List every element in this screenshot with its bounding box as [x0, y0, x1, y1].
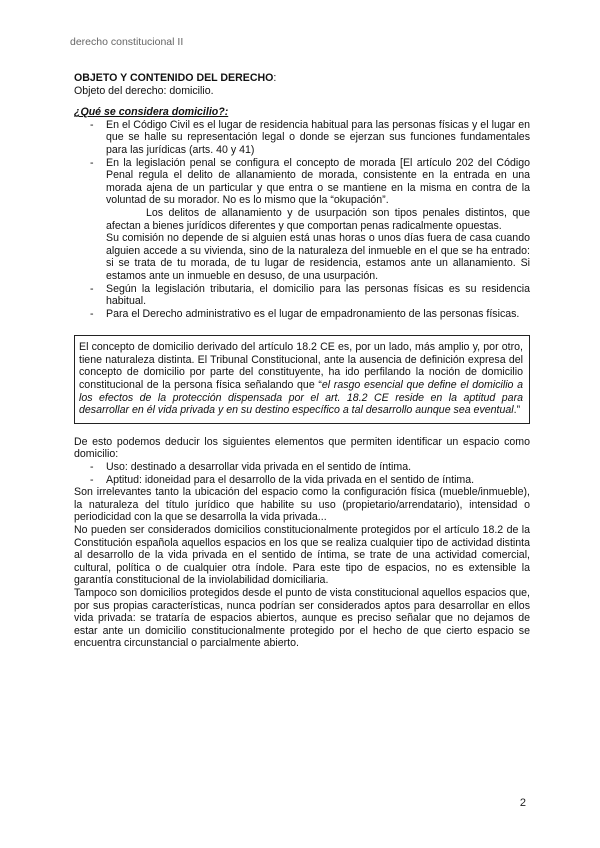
domicile-definitions-list-more: [74, 283, 530, 321]
list-item-text: En el Código Civil es el lugar de residencia habitual para las personas físicas y el lugar en que se halle su representación legal o donde se ejerzan sus funciones fundamentales para las jurídicas (arts. 40 y 41): [106, 118, 530, 156]
box-text: El concepto de domicilio derivado del artículo 18.2 CE es, por un lado, más amplio y, por otro, tiene naturaleza distinta. El Tribunal Constitucional, ante la ausencia de definición expresa del concepto de domicilio por parte del constituyente, ha ido perfilando la noción de domicilio constitucional de la persona física señalando que “: [79, 341, 523, 392]
list-item: - Para el Derecho administrativo es el lugar de empadronamiento de las personas físicas.: [90, 307, 520, 320]
body-paragraph: Son irrelevantes tanto la ubicación del espacio como la configuración física (mueble/inmueble), la naturaleza del título jurídico que habilite su uso (propietario/arrendatario), intensidad o periodicidad con la que se desarrolla la vida privada...: [74, 486, 530, 524]
list-item: - En la legislación penal se configura el concepto de morada [El artículo 202 del Código Penal regula el delito de allanamiento de morada, consistente en la entrada en una morada ajena de un particular y que entra o se mantiene en la misma en contra de la voluntad de su morador. No es lo mismo que la “okupación”.: [90, 156, 530, 207]
elements-list: [74, 461, 530, 486]
section-subtitle: Objeto del derecho: domicilio.: [74, 84, 214, 97]
section-title-text: OBJETO Y CONTENIDO DEL DERECHO: [74, 72, 274, 84]
list-item-text: Uso: destinado a desarrollar vida privada en el sentido de íntima.: [106, 461, 412, 474]
continuation-paragraph: Los delitos de allanamiento y de usurpación son tipos penales distintos, que afectan a bienes jurídicos diferentes y que comportan penas radicalmente opuestas.: [106, 206, 530, 232]
box-closing: .”: [513, 404, 521, 417]
question-heading-text: ¿Qué se considera domicilio?:: [74, 106, 229, 119]
list-item: - Según la legislación tributaria, el domicilio para las personas físicas es su residencia habitual.: [90, 282, 530, 308]
list-item-text: Aptitud: idoneidad para el desarrollo de la vida privada en el sentido de íntima.: [106, 473, 475, 486]
domicile-definitions-list: [74, 119, 530, 207]
constitutional-concept-box: [74, 335, 530, 424]
page-content: [74, 72, 530, 650]
section-title-suffix: :: [273, 72, 277, 84]
penal-continuation: [74, 207, 530, 283]
page-number: 2: [519, 797, 526, 809]
running-header: derecho constitucional II: [70, 36, 184, 48]
question-heading: [74, 106, 530, 119]
list-item: - Aptitud: idoneidad para el desarrollo de la vida privada en el sentido de íntima.: [90, 473, 475, 486]
section-title: [74, 72, 530, 85]
body-paragraph: No pueden ser considerados domicilios constitucionalmente protegidos por el artículo 18.2 de la Constitución española aquellos espacios en los que se realiza cualquier tipo de actividad distinta al desarrollo de la vida privada en el sentido de íntima, se trate de una actividad comercial, cultural, política o de cualquier otra índole. Para este tipo de espacios, no es extensible la garantía constitucional de la inviolabilidad domiciliaria.: [74, 524, 530, 587]
list-item-text: En la legislación penal se configura el concepto de morada [El artículo 202 del Código Penal regula el delito de allanamiento de morada, consistente en la entrada en una morada ajena de un particular y que entra o se mantiene en la misma en contra de la voluntad de su morador. No es lo mismo que la “okupación”.: [106, 156, 530, 207]
box-quote: el rasgo esencial que define el domicilio a los efectos de la protección dispensada por el art. 18.2 CE reside en la aptitud para desarrollar en él vida privada y en su destino específico a tal desarrollo aunque sea eventual: [79, 379, 523, 417]
continuation-paragraph: Su comisión no depende de si alguien está unas horas o unos días fuera de casa cuando alguien accede a su vivienda, sino de la naturaleza del inmueble en el que se ha entrado: si se trata de tu morada, de tu lugar de residencia, estamos ante un allanamiento. Si estamos ante un inmueble en desuso, de una usurpación.: [106, 232, 530, 282]
list-item-text: Para el Derecho administrativo es el lugar de empadronamiento de las personas físicas.: [106, 307, 520, 320]
list-item-text: Según la legislación tributaria, el domicilio para las personas físicas es su residencia habitual.: [106, 282, 530, 308]
list-item: - Uso: destinado a desarrollar vida privada en el sentido de íntima.: [90, 461, 412, 474]
body-paragraph: Tampoco son domicilios protegidos desde el punto de vista constitucional aquellos espacios que, por sus propias características, nunca podrían ser considerados aptos para desarrollar en ellos vida privada: se trataría de espacios abiertos, aunque es preciso señalar que no dejamos de estar ante un domicilio constitucionalmente protegido por el hecho de que cierto espacio se encuentra circunstancial o parcialmente abierto.: [74, 586, 530, 650]
list-item: - En el Código Civil es el lugar de residencia habitual para las personas físicas y el lugar en que se halle su representación legal o donde se ejerzan sus funciones fundamentales para las jurídicas (arts. 40 y 41): [90, 118, 530, 156]
elements-intro: De esto podemos deducir los siguientes elementos que permiten identificar un espacio como domicilio:: [74, 435, 530, 461]
